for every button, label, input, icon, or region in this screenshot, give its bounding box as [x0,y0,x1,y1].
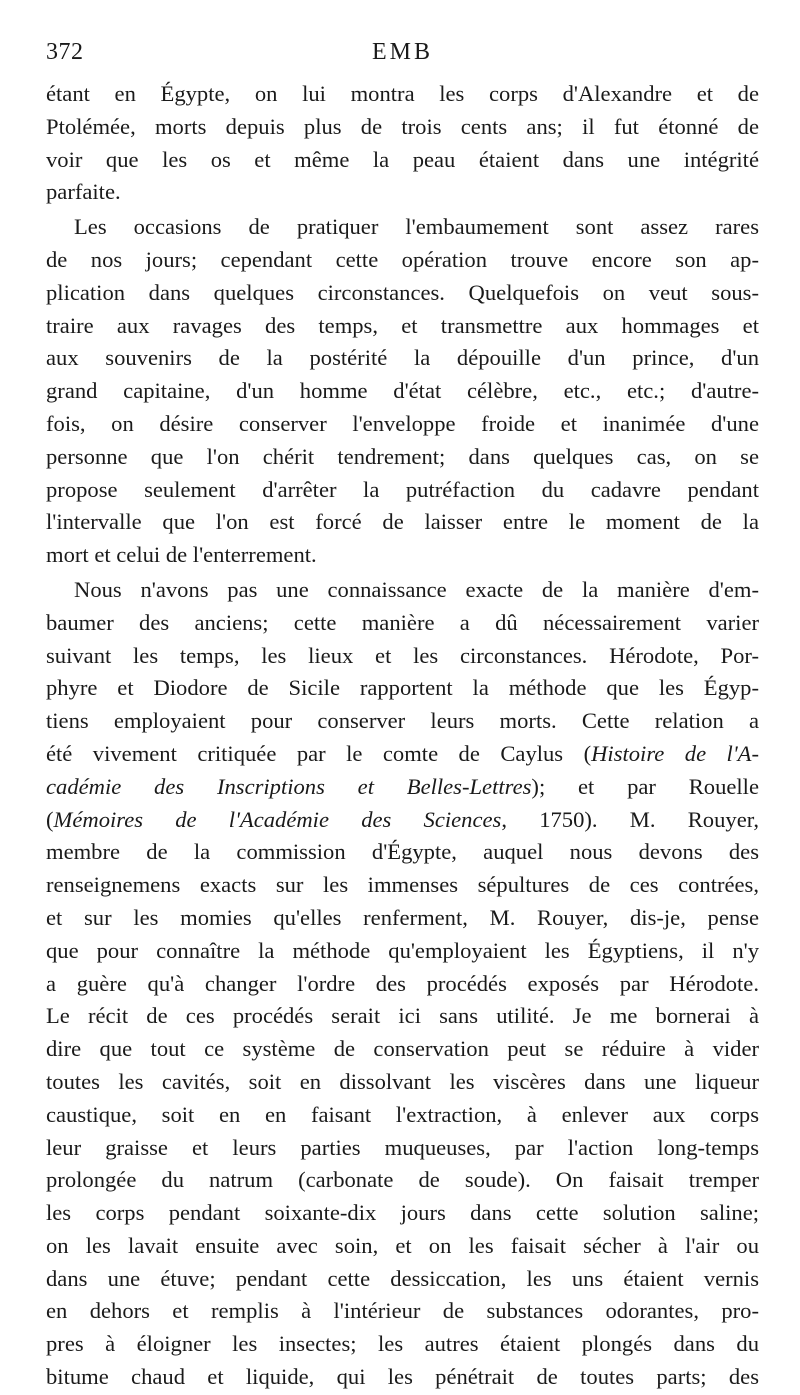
text-line: pres à éloigner les insectes; les autres étaient plongés dans du [46,1331,759,1357]
text-line: personne que l'on chérit tendrement; dans quelques cas, on se [46,443,759,469]
text-line: de nos jours; cependant cette opération trouve encore son ap- [46,246,759,272]
text-line: Le récit de ces procédés serait ici sans utilité. Je me bornerai à [46,1003,759,1029]
text-line: toutes les cavités, soit en dissolvant les viscères dans une liqueur [46,1068,759,1094]
text-line: propose seulement d'arrêter la putréfaction du cadavre pendant [46,476,759,502]
text-line: mort et celui de l'enterrement. [46,542,317,568]
text-line: renseignemens exacts sur les immenses sépultures de ces contrées, [46,872,759,898]
text-line-with-citation [46,771,759,804]
text-line: l'intervalle que l'on est forcé de laisser entre le moment de la [46,509,759,535]
text-line: dans une étuve; pendant cette dessiccation, les uns étaient vernis [46,1265,759,1291]
text-line: les corps pendant soixante-dix jours dans cette solution saline; [46,1200,759,1226]
body-text [46,78,759,1394]
text-line: membre de la commission d'Égypte, auquel nous devons des [46,839,759,865]
text-line: et sur les momies qu'elles renferment, M. Rouyer, dis-je, pense [46,904,759,930]
text-line: plication dans quelques circonstances. Quelquefois on veut sous- [46,279,759,305]
citation-title: Mémoires de l'Académie des Sciences [53,806,502,832]
text-segment: été vivement critiquée par le comte de Caylus ( [46,740,592,766]
paragraph-3 [46,574,759,1394]
running-head [46,38,759,78]
text-line: tiens employaient pour conserver leurs morts. Cette relation a [46,708,759,734]
text-line-with-citation [46,804,759,837]
paragraph-2 [46,211,759,572]
text-line: aux souvenirs de la postérité la dépouille d'un prince, d'un [46,345,759,371]
text-line: Ptolémée, morts depuis plus de trois cents ans; il fut étonné de [46,113,759,139]
text-line-with-citation [46,738,759,771]
paragraph-1 [46,78,759,209]
text-line: dire que tout ce système de conservation peut se réduire à vider [46,1036,759,1062]
page-number: 372 [46,39,84,65]
text-line: baumer des anciens; cette manière a dû nécessairement varier [46,609,759,635]
book-page [46,38,759,1394]
text-line: bitume chaud et liquide, qui les pénétrait de toutes parts; des [46,1364,759,1390]
text-line: prolongée du natrum (carbonate de soude). On faisait tremper [46,1167,759,1193]
text-line: en dehors et remplis à l'intérieur de substances odorantes, pro- [46,1298,759,1324]
text-line: fois, on désire conserver l'enveloppe froide et inanimée d'une [46,410,759,436]
text-segment: ); et par Rouelle [531,773,759,799]
text-segment: ( [46,806,54,832]
text-line: traire aux ravages des temps, et transmettre aux hommages et [46,312,759,338]
text-line: leur graisse et leurs parties muqueuses, par l'action long-temps [46,1134,759,1160]
text-line: que pour connaître la méthode qu'employaient les Égyptiens, il n'y [46,937,759,963]
text-line: grand capitaine, d'un homme d'état célèbre, etc., etc.; d'autre- [46,378,759,404]
text-line: étant en Égypte, on lui montra les corps d'Alexandre et de [46,81,759,106]
text-line: parfaite. [46,179,121,205]
text-segment: , 1750). M. Rouyer, [501,806,759,832]
citation-title: Histoire de l'A- [591,740,759,766]
text-line: caustique, soit en en faisant l'extraction, à enlever aux corps [46,1101,759,1127]
text-line: Nous n'avons pas une connaissance exacte de la manière d'em- [74,576,759,602]
text-line: suivant les temps, les lieux et les circonstances. Hérodote, Por- [46,642,759,668]
text-line: Les occasions de pratiquer l'embaumement sont assez rares [74,214,759,240]
text-line: on les lavait ensuite avec soin, et on les faisait sécher à l'air ou [46,1232,759,1258]
text-line: phyre et Diodore de Sicile rapportent la méthode que les Égyp- [46,675,759,701]
running-title: EMB [371,39,433,65]
text-line: a guère qu'à changer l'ordre des procédés exposés par Hérodote. [46,970,759,996]
citation-title: cadémie des Inscriptions et Belles-Lettres [46,773,532,799]
text-line: voir que les os et même la peau étaient dans une intégrité [46,146,759,172]
